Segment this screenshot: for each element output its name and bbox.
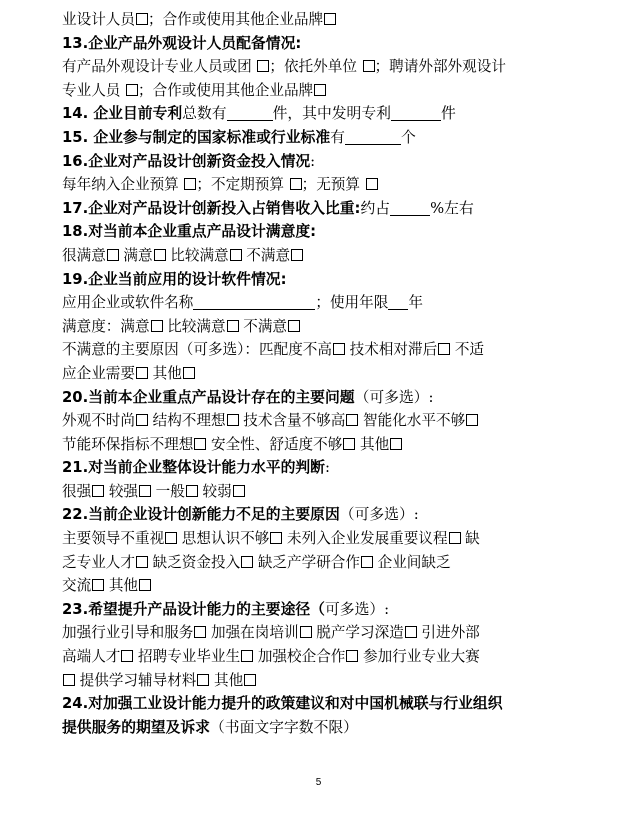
checkbox[interactable] xyxy=(363,60,375,72)
checkbox[interactable] xyxy=(290,178,302,190)
checkbox[interactable] xyxy=(63,674,75,686)
checkbox[interactable] xyxy=(300,626,312,638)
checkbox[interactable] xyxy=(139,579,151,591)
checkbox[interactable] xyxy=(438,343,450,355)
option-line: 满意度：满意 比较满意 不满意 xyxy=(62,315,582,339)
checkbox[interactable] xyxy=(184,178,196,190)
option-line: 交流 其他 xyxy=(62,574,582,598)
question-heading: 18.对当前本企业重点产品设计满意度: xyxy=(62,223,317,241)
checkbox[interactable] xyxy=(186,485,198,497)
question-heading: 22.当前企业设计创新能力不足的主要原因（可多选）: xyxy=(62,506,419,524)
question-heading: 15. 企业参与制定的国家标准或行业标准有 个 xyxy=(62,128,416,146)
checkbox[interactable] xyxy=(194,626,206,638)
checkbox[interactable] xyxy=(227,414,239,426)
question-heading: 23.希望提升产品设计能力的主要途径（可多选）: xyxy=(62,600,390,618)
option-line: 业设计人员 ；合作或使用其他企业品牌 xyxy=(62,8,582,32)
page-number: 5 xyxy=(315,777,322,788)
checkbox[interactable] xyxy=(227,320,239,332)
checkbox[interactable] xyxy=(151,320,163,332)
option-line: 很强 较强 一般 较弱 xyxy=(62,480,582,504)
option-line: 乏专业人才 缺乏资金投入 缺乏产学研合作 企业间缺乏 xyxy=(62,553,451,571)
checkbox[interactable] xyxy=(405,626,417,638)
option-line: 主要领导不重视 思想认识不够 未列入企业发展重要议程 缺 xyxy=(62,530,480,548)
option-line: 应用企业或软件名称 ；使用年限 年 xyxy=(62,294,423,312)
question-heading: 14. 企业目前专利总数有 件，其中发明专利 件 xyxy=(62,105,456,123)
question-heading: 13.企业产品外观设计人员配备情况: xyxy=(62,34,302,52)
checkbox[interactable] xyxy=(257,60,269,72)
checkbox[interactable] xyxy=(92,485,104,497)
checkbox[interactable] xyxy=(324,13,336,25)
option-line: 不满意的主要原因（可多选）：匹配度不高 技术相对滞后 不适 xyxy=(62,341,485,359)
checkbox[interactable] xyxy=(136,556,148,568)
option-line: 高端人才 招聘专业毕业生 加强校企合作 参加行业专业大赛 xyxy=(62,648,480,666)
checkbox[interactable] xyxy=(136,367,148,379)
checkbox[interactable] xyxy=(244,674,256,686)
fill-in-blank[interactable] xyxy=(345,129,401,145)
checkbox[interactable] xyxy=(241,650,253,662)
question-heading: 20.当前本企业重点产品设计存在的主要问题（可多选）: xyxy=(62,388,434,406)
checkbox[interactable] xyxy=(233,485,245,497)
checkbox[interactable] xyxy=(343,438,355,450)
fill-in-blank[interactable] xyxy=(390,200,430,216)
checkbox[interactable] xyxy=(366,178,378,190)
fill-in-blank[interactable] xyxy=(391,105,441,121)
question-heading: 提供服务的期望及诉求（书面文字字数不限） xyxy=(62,718,358,736)
checkbox[interactable] xyxy=(194,438,206,450)
checkbox[interactable] xyxy=(183,367,195,379)
fill-in-blank[interactable] xyxy=(227,105,273,121)
question-heading: 16.企业对产品设计创新资金投入情况: xyxy=(62,152,316,170)
checkbox[interactable] xyxy=(92,579,104,591)
checkbox[interactable] xyxy=(139,485,151,497)
checkbox[interactable] xyxy=(466,414,478,426)
checkbox[interactable] xyxy=(270,532,282,544)
option-line: 加强行业引导和服务 加强在岗培训 脱产学习深造 引进外部 xyxy=(62,624,480,642)
question-heading: 21.对当前企业整体设计能力水平的判断: xyxy=(62,459,330,477)
checkbox[interactable] xyxy=(449,532,461,544)
option-line: 提供学习辅导材料 其他 xyxy=(62,669,582,693)
checkbox[interactable] xyxy=(197,674,209,686)
checkbox[interactable] xyxy=(154,249,166,261)
question-heading: 19.企业当前应用的设计软件情况: xyxy=(62,270,287,288)
option-line: 很满意 满意 比较满意 不满意 xyxy=(62,244,582,268)
checkbox[interactable] xyxy=(121,650,133,662)
document-page xyxy=(62,8,582,739)
checkbox[interactable] xyxy=(361,556,373,568)
fill-in-blank[interactable] xyxy=(193,294,315,310)
option-line: 应企业需要 其他 xyxy=(62,362,582,386)
checkbox[interactable] xyxy=(333,343,345,355)
checkbox[interactable] xyxy=(136,13,148,25)
checkbox[interactable] xyxy=(291,249,303,261)
checkbox[interactable] xyxy=(241,556,253,568)
option-line: 每年纳入企业预算 ；不定期预算 ；无预算 xyxy=(62,173,582,197)
question-heading: 24.对加强工业设计能力提升的政策建议和对中国机械联与行业组织 xyxy=(62,695,503,713)
option-line: 节能环保指标不理想 安全性、舒适度不够 其他 xyxy=(62,433,582,457)
checkbox[interactable] xyxy=(165,532,177,544)
question-heading: 17.企业对产品设计创新投入占销售收入比重:约占 %左右 xyxy=(62,199,474,217)
checkbox[interactable] xyxy=(346,414,358,426)
checkbox[interactable] xyxy=(346,650,358,662)
checkbox[interactable] xyxy=(288,320,300,332)
option-line: 专业人员 ；合作或使用其他企业品牌 xyxy=(62,79,582,103)
checkbox[interactable] xyxy=(126,84,138,96)
option-line: 有产品外观设计专业人员或团 ；依托外单位 ；聘请外部外观设计 xyxy=(62,58,506,76)
checkbox[interactable] xyxy=(107,249,119,261)
checkbox[interactable] xyxy=(230,249,242,261)
checkbox[interactable] xyxy=(390,438,402,450)
checkbox[interactable] xyxy=(314,84,326,96)
fill-in-blank[interactable] xyxy=(388,294,408,310)
option-line: 外观不时尚 结构不理想 技术含量不够高 智能化水平不够 xyxy=(62,409,582,433)
checkbox[interactable] xyxy=(136,414,148,426)
